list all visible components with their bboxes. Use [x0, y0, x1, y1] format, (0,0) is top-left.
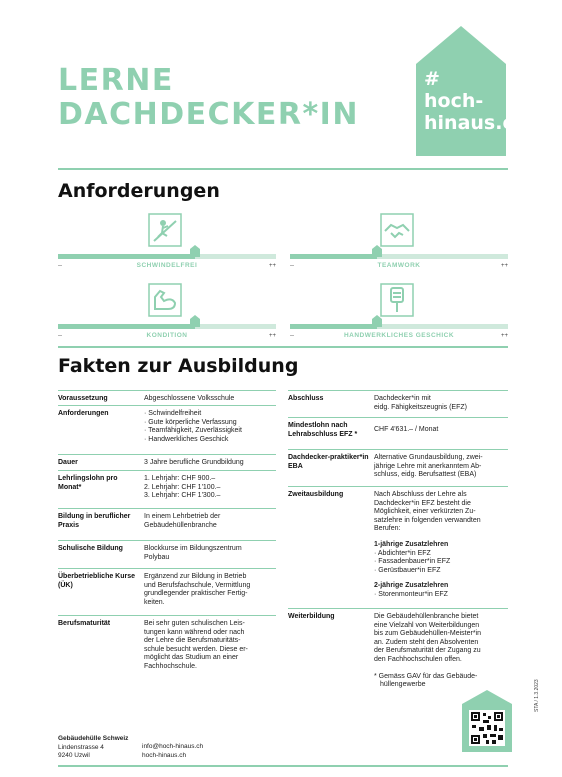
fact-value: 3 Jahre berufliche Grundbildung — [144, 459, 244, 466]
skill-scale-bar — [58, 254, 276, 259]
hoch-hinaus-logo[interactable] — [416, 26, 528, 156]
scale-low: -- — [290, 333, 294, 339]
scale-low: -- — [290, 263, 294, 269]
fact-value: Alternative Grundausbildung, zwei- jährige Lehre mit anerkanntem Ab- schluss, eidg. Berufsattest (EBA) — [374, 454, 483, 479]
skill-teamwork — [290, 213, 508, 273]
fact-key: Überbetriebliche Kurse (ÜK) — [58, 573, 136, 589]
footer-address — [58, 735, 128, 761]
qr-code-icon[interactable] — [462, 690, 512, 752]
fact-key: Berufsmaturität — [58, 620, 111, 627]
skill-level-fill — [58, 254, 195, 259]
fact-row — [58, 508, 276, 529]
fact-value: Die Gebäudehüllenbranche bietet eine Vielzahl von Weiterbildungen bis zum Gebäudehüllen-Meister*in an. Zudem steht den Absolventen der Berufsmaturität der Zugang zu den Fachhochschulen offen. * Gemäss GAV für das Gebäude- hüllengewerbe — [374, 613, 508, 690]
skill-level-marker — [190, 315, 200, 327]
subheading: 2-jährige Zusatzlehren — [374, 582, 449, 590]
footnote: * Gemäss GAV für das Gebäude- hüllengewerbe — [374, 672, 478, 689]
fact-key: Anforderungen — [58, 410, 109, 417]
fact-key: Voraussetzung — [58, 395, 108, 402]
skill-label: TEAMWORK — [377, 262, 421, 269]
street: Lindenstrasse 4 — [58, 743, 104, 751]
scale-high: ++ — [268, 333, 276, 339]
fact-value: Abgeschlossene Volksschule — [144, 395, 235, 402]
skill-label: HANDWERKLICHES GESCHICK — [343, 332, 455, 339]
skill-scale-bar — [58, 324, 276, 329]
fact-value: Blockkurse im Bildungszentrum Polybau — [144, 545, 242, 561]
website-link[interactable]: hoch-hinaus.ch — [142, 751, 187, 759]
fact-row — [58, 390, 276, 402]
fact-row — [58, 540, 276, 561]
handshake-icon — [380, 213, 414, 247]
scale-low: -- — [58, 333, 62, 339]
fact-value: 1. Lehrjahr: CHF 900.– 2. Lehrjahr: CHF 1'100.– 3. Lehrjahr: CHF 1'300.– — [144, 475, 221, 500]
fact-key: Dachdecker-praktiker*in EBA — [288, 454, 369, 470]
facts-heading: Fakten zur Ausbildung — [58, 355, 299, 377]
document-code: STA / 1.3.2023 — [534, 679, 540, 712]
fact-value: In einem Lehrbetrieb der Gebäudehüllenbranche — [144, 513, 221, 529]
skill-scale-bar — [290, 324, 508, 329]
page-title — [58, 64, 359, 132]
fact-value: Nach Abschluss der Lehre als Dachdecker*in EFZ besteht die Möglichkeit, einer verkürzten Zu- satzlehre in folgenden verwandten Berufen: 1-jährige Zusatzlehren · Abdichter*in EFZ · Fassadenbauer*in EFZ · Gerüstbauer*in EFZ 2-jährige Zusatzlehren · Storenmonteur*in EFZ — [374, 491, 508, 600]
divider — [58, 346, 508, 348]
fact-abschluss — [288, 390, 508, 411]
footer-divider — [58, 765, 508, 767]
fact-key: Abschluss — [288, 395, 324, 402]
fact-mindestlohn — [288, 417, 508, 438]
muscle-arm-icon — [148, 283, 182, 317]
fact-value: Dachdecker*in mit eidg. Fähigkeitszeugnis (EFZ) — [374, 395, 467, 411]
org-name: Gebäudehülle Schweiz — [58, 735, 129, 742]
fact-key: Dauer — [58, 459, 78, 466]
logo-text — [424, 68, 527, 134]
fact-key: Bildung in beruflicher Praxis — [58, 513, 131, 529]
scale-high: ++ — [500, 263, 508, 269]
fact-value: Bei sehr guten schulischen Leis- tungen kann während oder nach der Lehre die Berufsmaturitäts- schule besucht werden. Diese er- möglicht das Studium an einer Fachhochschule. — [144, 620, 248, 670]
skill-level-marker — [190, 245, 200, 257]
skill-level-fill — [290, 254, 377, 259]
fact-key: Zweitausbildung — [288, 491, 344, 498]
fact-row — [58, 568, 276, 606]
fact-row — [58, 470, 276, 500]
city: 9240 Uzwil — [58, 752, 90, 759]
skill-level-marker — [372, 315, 382, 327]
email-link[interactable]: info@hoch-hinaus.ch — [142, 743, 204, 750]
skill-level-fill — [58, 324, 195, 329]
divider — [58, 168, 508, 170]
title-line-1: LERNE — [58, 63, 174, 98]
climber-icon — [148, 213, 182, 247]
logo-line-3: hinaus.ch — [424, 112, 528, 134]
skill-label: SCHWINDELFREI — [136, 262, 198, 269]
logo-hash: # — [424, 68, 440, 90]
fact-row — [58, 454, 276, 466]
fact-eba — [288, 449, 508, 479]
skill-level-marker — [372, 245, 382, 257]
requirements-heading: Anforderungen — [58, 180, 220, 202]
fact-value: · Schwindelfreiheit · Gute körperliche Verfassung · Teamfähigkeit, Zuverlässigkeit · Handwerkliches Geschick — [144, 410, 242, 443]
skill-handwerkliches-geschick — [290, 283, 508, 343]
drill-icon — [380, 283, 414, 317]
skill-schwindelfrei — [58, 213, 276, 273]
skill-label: KONDITION — [146, 332, 188, 339]
footer-contact — [142, 743, 203, 760]
scale-high: ++ — [500, 333, 508, 339]
logo-line-2: hoch- — [424, 90, 484, 112]
scale-high: ++ — [268, 263, 276, 269]
fact-key: Lehrlingslohn pro Monat* — [58, 475, 118, 491]
fact-zweitausbildung — [288, 486, 508, 598]
fact-row — [58, 405, 276, 443]
fact-value: CHF 4'631.– / Monat — [374, 426, 439, 433]
title-line-2: DACHDECKER*IN — [58, 97, 359, 132]
fact-value: Ergänzend zur Bildung in Betrieb und Berufsfachschule, Vermittlung grundlegender praktischer Fertig- keiten. — [144, 573, 251, 606]
fact-weiterbildung — [288, 608, 508, 689]
fact-key: Weiterbildung — [288, 613, 335, 620]
skill-level-fill — [290, 324, 377, 329]
skill-scale-bar — [290, 254, 508, 259]
scale-low: -- — [58, 263, 62, 269]
subheading: 1-jährige Zusatzlehren — [374, 540, 449, 548]
fact-key: Mindestlohn nach Lehrabschluss EFZ * — [288, 422, 358, 438]
skill-kondition — [58, 283, 276, 343]
fact-row — [58, 615, 276, 670]
fact-key: Schulische Bildung — [58, 545, 123, 552]
